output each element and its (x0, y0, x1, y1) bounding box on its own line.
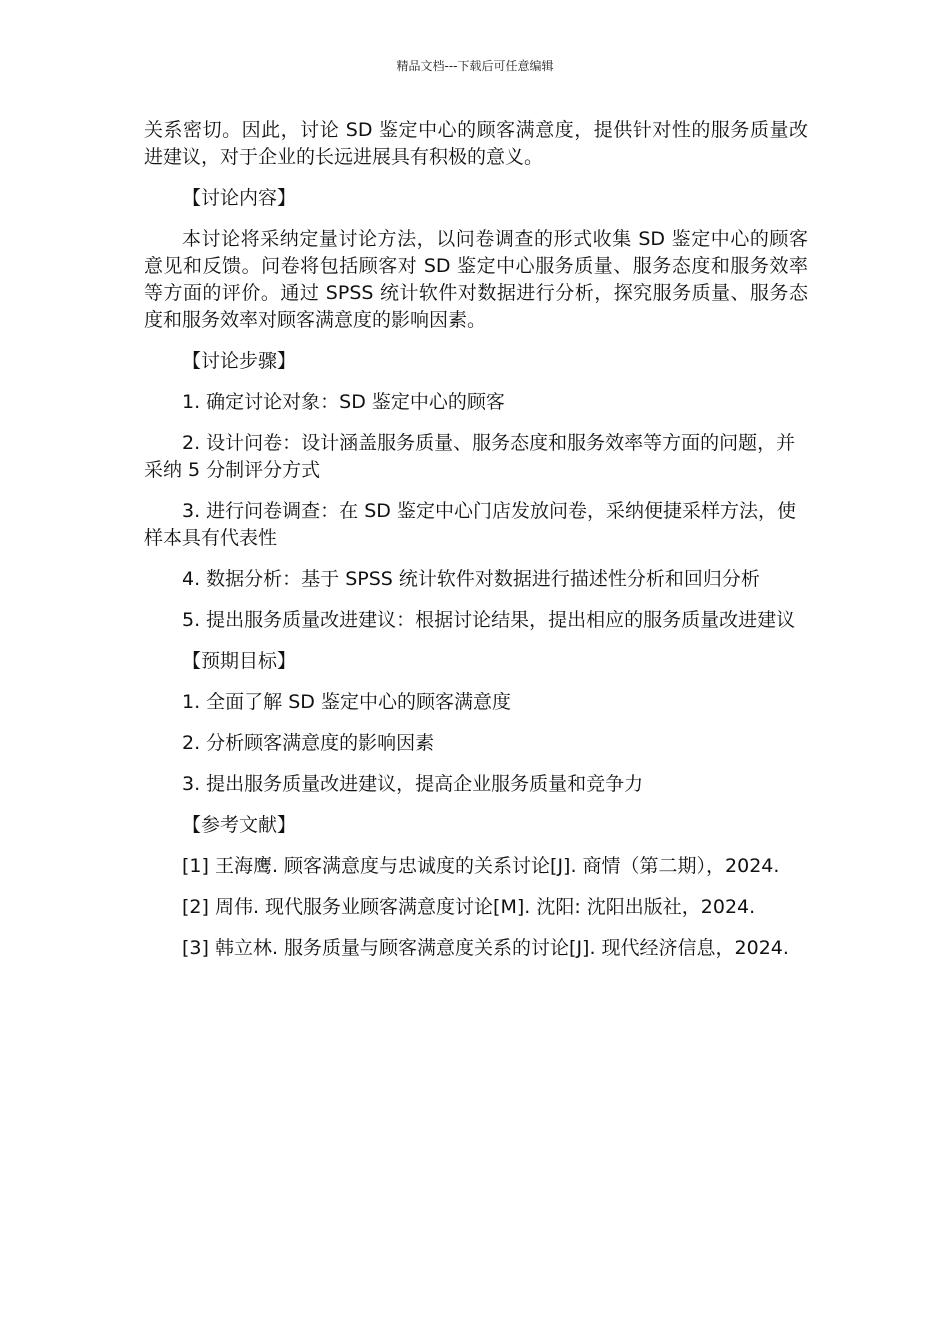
step-item: 1. 确定讨论对象：SD 鉴定中心的顾客 (182, 391, 505, 413)
section-heading-goals: 【预期目标】 (182, 650, 297, 672)
goal-item: 2. 分析顾客满意度的影响因素 (182, 732, 435, 754)
reference-item: [1] 王海鹰. 顾客满意度与忠诚度的关系讨论[J]. 商情（第二期），2024. (182, 855, 780, 877)
section-heading-steps: 【讨论步骤】 (182, 350, 297, 372)
page-header: 精品文档---下载后可任意编辑 (396, 59, 554, 73)
content-paragraph: 本讨论将采纳定量讨论方法，以问卷调查的形式收集 SD 鉴定中心的顾客意见和反馈。问卷将包括顾客对 SD 鉴定中心服务质量、服务态度和服务效率等方面的评价。通过 SPSS 统计软件对数据进行分析，探究服务质量、服务态度和服务效率对顾客满意度的影响因素。 (144, 228, 808, 331)
goal-item: 1. 全面了解 SD 鉴定中心的顾客满意度 (182, 691, 511, 713)
section-heading-content: 【讨论内容】 (182, 187, 297, 209)
step-item: 2. 设计问卷：设计涵盖服务质量、服务态度和服务效率等方面的问题，并采纳 5 分制评分方式 (144, 432, 796, 481)
step-item: 5. 提出服务质量改进建议：根据讨论结果，提出相应的服务质量改进建议 (182, 609, 796, 631)
intro-paragraph: 关系密切。因此，讨论 SD 鉴定中心的顾客满意度，提供针对性的服务质量改进建议，对于企业的长远进展具有积极的意义。 (144, 119, 808, 168)
section-heading-refs: 【参考文献】 (182, 814, 297, 836)
step-item: 4. 数据分析：基于 SPSS 统计软件对数据进行描述性分析和回归分析 (182, 568, 760, 590)
step-item: 3. 进行问卷调查：在 SD 鉴定中心门店发放问卷，采纳便捷采样方法，使样本具有代表性 (144, 500, 796, 549)
reference-item: [3] 韩立林. 服务质量与顾客满意度关系的讨论[J]. 现代经济信息，2024. (182, 937, 789, 959)
goal-item: 3. 提出服务质量改进建议，提高企业服务质量和竞争力 (182, 773, 644, 795)
document-body (144, 117, 808, 976)
reference-item: [2] 周伟. 现代服务业顾客满意度讨论[M]. 沈阳: 沈阳出版社，2024. (182, 896, 756, 918)
